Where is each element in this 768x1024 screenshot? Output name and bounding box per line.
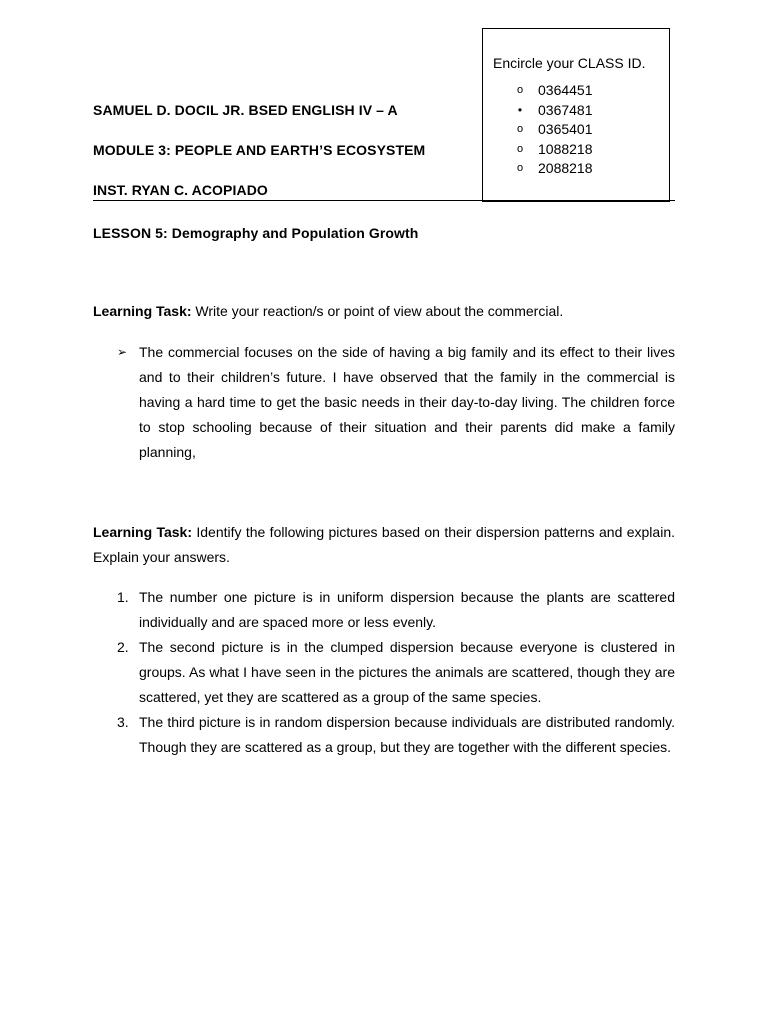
class-id-value: 0367481 [538,101,593,118]
student-heading: SAMUEL D. DOCIL JR. BSED ENGLISH IV – A [93,102,398,118]
class-id-list [483,81,669,179]
list-item [93,635,675,710]
class-id-box [482,28,670,202]
class-id-title: Encircle your CLASS ID. [493,55,646,71]
hollow-bullet-icon: o [516,162,524,174]
arrow-bullet-icon: ➢ [117,345,128,359]
list-item-number: 1. [117,589,129,605]
module-heading: MODULE 3: PEOPLE AND EARTH’S ECOSYSTEM [93,142,426,158]
hollow-bullet-icon: o [516,123,524,135]
class-id-value: 1088218 [538,140,593,157]
list-item-number: 3. [117,714,129,730]
list-item-text: The third picture is in random dispersion because individuals are distributed randomly. Though they are scattered as a group, but they are together with the different species. [139,714,675,755]
list-item-number: 2. [117,639,129,655]
class-id-value: 0365401 [538,121,593,137]
class-id-item [483,81,669,101]
list-item [93,585,675,635]
class-id-value: 2088218 [538,160,593,176]
class-id-item [483,101,669,121]
class-id-value: 0364451 [538,82,593,98]
list-item-text: The number one picture is in uniform dispersion because the plants are scattered individually and are spaced more or less evenly. [139,589,675,630]
task1-label: Learning Task: [93,303,192,319]
task2-prompt [93,520,675,570]
class-id-item [483,140,669,160]
hollow-bullet-icon: o [516,142,524,155]
header-divider [93,200,675,201]
class-id-item [483,120,669,140]
task1-prompt [93,299,675,324]
task1-answer-text: The commercial focuses on the side of having a big family and its effect to their lives and to their children’s future. I have observed that the family in the commercial is having a hard time to get the basic needs in their day-to-day living. The children force to stop schooling because of their situation and their parents did make a family planning, [139,344,675,460]
instructor-heading: INST. RYAN C. ACOPIADO [93,182,268,198]
hollow-bullet-icon: o [516,84,524,96]
class-id-item [483,159,669,179]
lesson-heading: LESSON 5: Demography and Population Growth [93,225,419,241]
task2-label: Learning Task: [93,524,193,540]
task2-prompt-text: Identify the following pictures based on their dispersion patterns and explain. Explain your answers. [93,524,675,565]
filled-bullet-icon: • [517,102,523,117]
list-item [93,710,675,760]
list-item-text: The second picture is in the clumped dispersion because everyone is clustered in groups. As what I have seen in the pictures the animals are scattered, though they are scattered, yet they are scattered as a group of the same species. [139,639,675,705]
task1-prompt-text: Write your reaction/s or point of view about the commercial. [191,303,564,319]
task2-answer-list [93,585,675,760]
